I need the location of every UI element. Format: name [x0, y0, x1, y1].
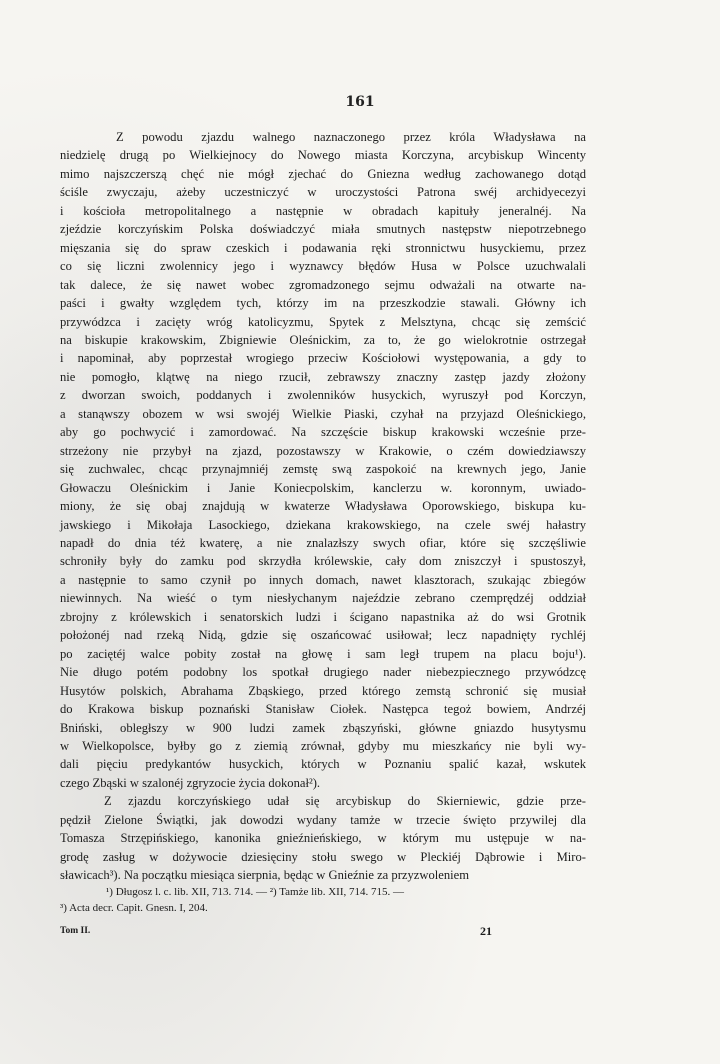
text-line: nie pomogło, klątwę na niego rzucił, zebrawszy znaczny zastęp jazdy złożony: [60, 369, 586, 384]
text-line: paści i gwałty względem tych, którzy im na przeszkodzie stawali. Główny ich: [60, 296, 586, 311]
text-line: schroniły były do zamku pod skrzydła królewskie, cały dom zniszczył i spustoszył,: [60, 554, 586, 569]
text-line: napadł do dnia téż kwaterę, a nie znalazłszy swych ofiar, które się szczęśliwie: [60, 535, 586, 550]
text-line: czego Zbąski w szalonéj zgryzocie życia dokonał²).: [60, 775, 321, 790]
text-line: aby go pochwycić i zamordować. Na szczęście biskup krakowski wcześnie prze-: [60, 425, 586, 440]
text-line: po zaciętéj walce pobity został na głowę i sam legł trupem na placu boju¹).: [60, 646, 586, 661]
footnote-line-1: ¹) Długosz l. c. lib. XII, 713. 714. — ²) Tamże lib. XII, 714. 715. —: [106, 886, 404, 898]
text-line: z dworzan swoich, poddanych i zwolenników husyckich, wyruszył pod Korczyn,: [60, 388, 586, 403]
text-line: tak dalece, że się nawet wobec zgromadzonego sejmu odważali na otwarte na-: [60, 277, 586, 292]
text-line: do Krakowa biskup poznański Stanisław Ciołek. Następca tegoż bowiem, Andrzéj: [60, 702, 586, 717]
text-line: Husytów polskich, Abrahama Zbąskiego, przed którego zemstą schronić się musiał: [60, 683, 586, 698]
text-line: Głowaczu Oleśnickim i Janie Koniecpolskim, kanclerzu w. koronnym, uwiado-: [60, 480, 586, 495]
text-line: mięszania się do spraw czeskich i podawania ręki stronnictwu husyckiemu, przez: [60, 240, 586, 255]
text-line: na biskupie krakowskim, Zbigniewie Oleśnickim, za to, że go wielokrotnie ostrzegał: [60, 332, 586, 347]
text-line: niedzielę drugą po Wielkiejnocy do Nowego miasta Korczyna, arcybiskup Wincenty: [60, 148, 586, 163]
volume-signature: Tom II.: [60, 926, 91, 936]
text-line: Z zjazdu korczyńskiego udał się arcybiskup do Skierniewic, gdzie prze-: [104, 794, 586, 809]
text-line: i kościoła metropolitalnego a następnie w obradach kapituły jeneralnéj. Na: [60, 203, 586, 218]
text-line: Z powodu zjazdu walnego naznaczonego przez króla Władysława na: [116, 130, 586, 144]
text-line: grodę zasług w dożywocie dziesięciny stołu swego w Pleckiéj Dąbrowie i Miro-: [60, 849, 586, 864]
text-line: a następnie to samo czynił po innych domach, nawet klasztorach, szukając zbiegów: [60, 572, 586, 587]
text-line: mimo najszczerszą chęć nie mógł zjechać do Gniezna według zachowanego dotąd: [60, 166, 586, 181]
text-line: Bniński, obległszy w 900 ludzi zamek zbąszyński, główne gniazdo husytysmu: [60, 720, 586, 735]
text-line: przywódzca i zacięty wróg katolicyzmu, Spytek z Melsztyna, chcąc się zemścić: [60, 314, 586, 329]
text-line: pędził Zielone Świątki, jak dowodzi wydany tamże w trzecie święto przywilej dla: [60, 812, 586, 827]
text-line: Tomasza Strzępińskiego, kanonika gnieźnieńskiego, w którym mu ustępuje w na-: [60, 831, 586, 846]
text-line: Nie długo potém podobny los spotkał drugiego nader niebezpiecznego przywódzcę: [60, 665, 586, 680]
text-line: co się liczni zwolennicy jego i wyznawcy błędów Husa w Polsce uzuchwalali: [60, 259, 586, 274]
page-number: 161: [345, 94, 375, 110]
text-line: niewinnych. Na wieść o tym niesłychanym najeździe zebrano czemprędzéj oddział: [60, 591, 586, 606]
text-line: położonéj nad rzeką Nidą, gdzie się oszańcować usiłował; lecz napadnięty rychléj: [60, 628, 586, 643]
body-text: [60, 128, 586, 885]
text-line: jawskiego i Mikołaja Lasockiego, dziekana krakowskiego, na czele swéj hałastry: [60, 517, 586, 532]
text-line: strzeżony nie przybył na zjazd, pozostawszy w Krakowie, o czém dowiedziawszy: [60, 443, 586, 458]
text-line: sławicach³). Na początku miesiąca sierpnia, będąc w Gnieźnie za przyzwoleniem: [60, 868, 470, 883]
text-line: i napominał, aby poprzestał wrogiego przeciw Kościołowi występowania, a gdy to: [60, 351, 586, 366]
text-line: dali pięciu predykantów husyckich, których w Poznaniu spalić kazał, wskutek: [60, 757, 586, 772]
text-line: a stanąwszy obozem w wsi swojéj Wielkie Piaski, czyhał na przyjazd Oleśnickiego,: [60, 406, 586, 421]
text-line: zbrojny z królewskich i senatorskich ludzi i ścigano napastnika aż do wsi Grotnik: [60, 609, 586, 624]
text-line: ściśle zwyczaju, ażeby uczestniczyć w uroczystości Patrona swéj archidyecezyi: [60, 185, 586, 200]
text-line: miony, że się obaj znajdują w kwaterze Władysława Oporowskiego, biskupa ku-: [60, 499, 586, 514]
text-line: zjeździe korczyńskim Polska doświadczyć miała smutnych następstw niepotrzebnego: [60, 222, 586, 237]
text-line: w Wielkopolsce, byłby go z ziemią zrównał, gdyby mu mieszkańcy nie byli wy-: [60, 738, 586, 753]
sheet-number: 21: [480, 924, 492, 938]
footnote-line-2: ³) Acta decr. Capit. Gnesn. I, 204.: [60, 902, 208, 914]
text-line: się zuchwalec, chcąc przynajmniéj zemstę swą zaspokoić na krewnych jego, Janie: [60, 462, 586, 477]
footnotes: [60, 884, 582, 916]
